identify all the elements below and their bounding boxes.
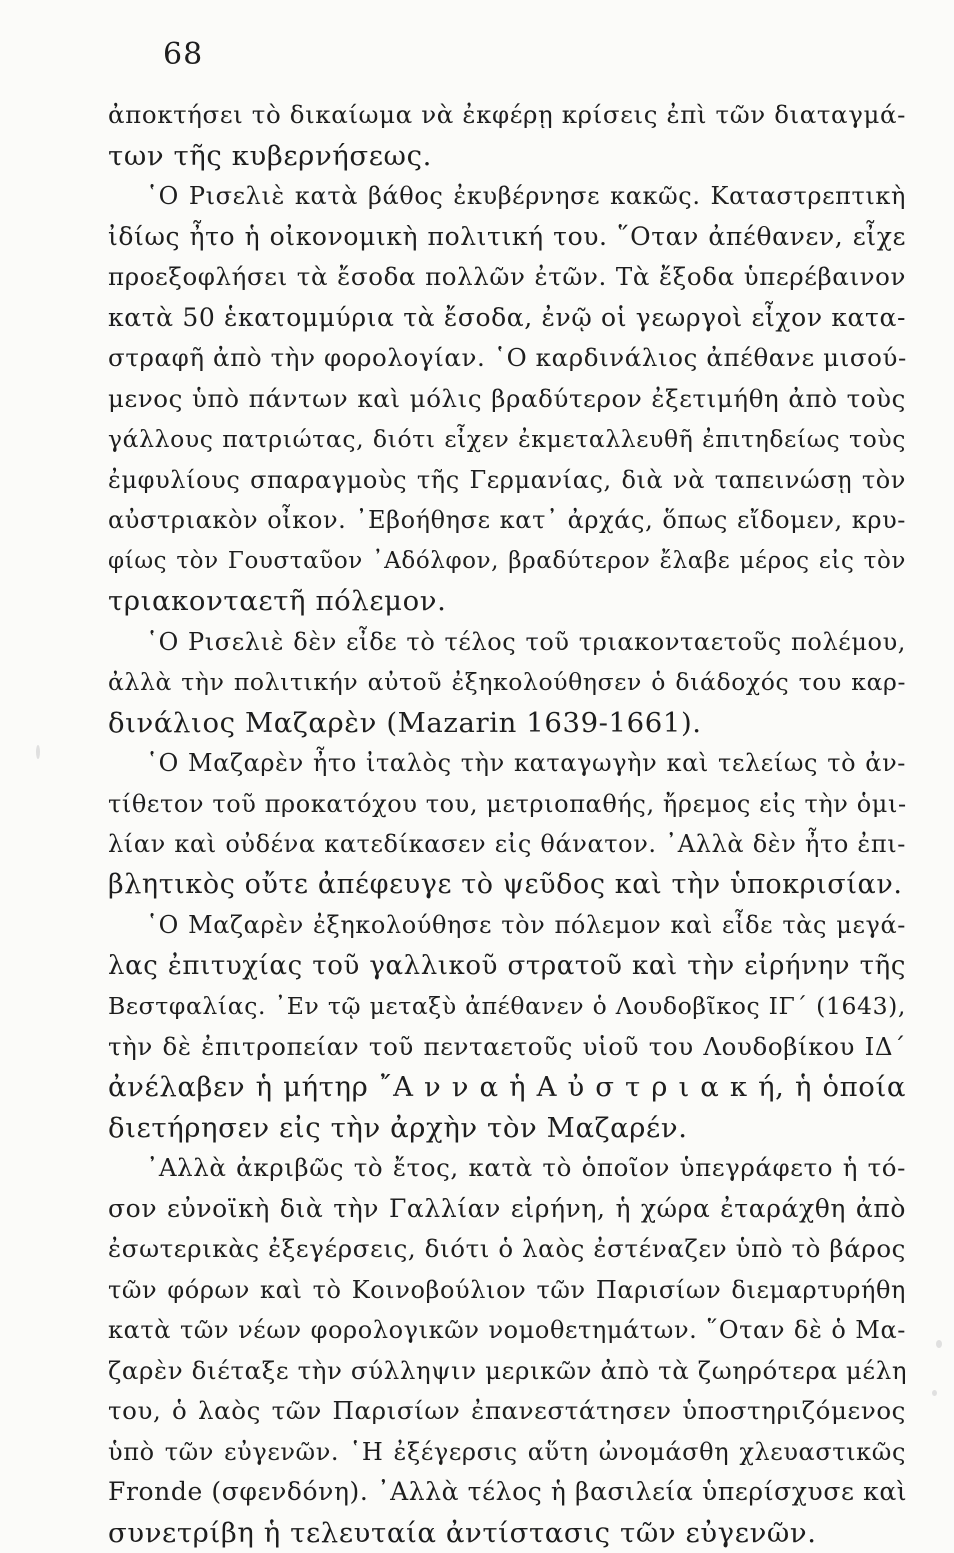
text-line: ᾿Αλλὰ ἀκριβῶς τὸ ἔτος, κατὰ τὸ ὁποῖον ὑπεγράφετο ἡ τό- [108, 1148, 906, 1189]
text-line: ἰδίως ἦτο ἡ οἰκονομικὴ πολιτική του. ῞Οταν ἀπέθανεν, εἶχε [108, 217, 906, 258]
text-line: των τῆς κυβερνήσεως. [108, 136, 906, 177]
text-line: δινάλιος Μαζαρὲν (Mazarin 1639-1661). [108, 703, 906, 744]
text-line: βλητικὸς οὔτε ἀπέφευγε τὸ ψεῦδος καὶ τὴν ὑποκρισίαν. [108, 865, 906, 906]
text-line: τῶν φόρων καὶ τὸ Κοινοβούλιον τῶν Παρισίων διεμαρτυρήθη [108, 1270, 906, 1311]
text-line: συνετρίβη ἡ τελευταία ἀντίστασις τῶν εὐγενῶν. [108, 1513, 906, 1553]
text-line: μενος ὑπὸ πάντων καὶ μόλις βραδύτερον ἐξετιμήθη ἀπὸ τοὺς [108, 379, 906, 420]
text-line: ὑπὸ τῶν εὐγενῶν. ῾Η ἐξέγερσις αὕτη ὠνομάσθη χλευαστικῶς [108, 1432, 906, 1473]
text-line: ἀνέλαβεν ἡ μήτηρ ῎Α ν ν α ἡ Α ὐ σ τ ρ ι α κ ή, ἡ ὁποία [108, 1067, 906, 1108]
text-line: διετήρησεν εἰς τὴν ἀρχὴν τὸν Μαζαρέν. [108, 1108, 906, 1149]
text-line: ζαρὲν διέταξε τὴν σύλληψιν μερικῶν ἀπὸ τὰ ζωηρότερα μέλη [108, 1351, 906, 1392]
text-line: ἐσωτερικὰς ἐξεγέρσεις, διότι ὁ λαὸς ἐστέναζεν ὑπὸ τὸ βάρος [108, 1229, 906, 1270]
page-number: 68 [163, 38, 203, 72]
scan-speck [932, 1390, 937, 1396]
text-line: Fronde (σφενδόνη). ᾿Αλλὰ τέλος ἡ βασιλεία ὑπερίσχυσε καὶ [108, 1472, 906, 1513]
text-line: στραφῆ ἀπὸ τὴν φορολογίαν. ῾Ο καρδινάλιος ἀπέθανε μισού- [108, 338, 906, 379]
text-line: σον εὐνοϊκὴ διὰ τὴν Γαλλίαν εἰρήνη, ἡ χώρα ἐταράχθη ἀπὸ [108, 1189, 906, 1230]
text-line: τὴν δὲ ἐπιτροπείαν τοῦ πενταετοῦς υἱοῦ του Λουδοβίκου ΙΔ΄ [108, 1027, 906, 1068]
text-line: γάλλους πατριώτας, διότι εἶχεν ἐκμεταλλευθῆ ἐπιτηδείως τοὺς [108, 419, 906, 460]
text-line: φίως τὸν Γουσταῦον ᾿Αδόλφον, βραδύτερον ἔλαβε μέρος εἰς τὸν [108, 541, 906, 582]
text-line: αὐστριακὸν οἶκον. ᾿Εβοήθησε κατ᾿ ἀρχάς, ὅπως εἴδομεν, κρυ- [108, 500, 906, 541]
text-line: τίθετον τοῦ προκατόχου του, μετριοπαθής, ἤρεμος εἰς τὴν ὁμι- [108, 784, 906, 825]
text-line: ἀλλὰ τὴν πολιτικήν αὐτοῦ ἐξηκολούθησεν ὁ διάδοχός του καρ- [108, 662, 906, 703]
body-text [108, 95, 906, 1553]
text-line: τριακονταετῆ πόλεμον. [108, 581, 906, 622]
text-line: κατὰ 50 ἑκατομμύρια τὰ ἔσοδα, ἐνῷ οἱ γεωργοὶ εἶχον κατα- [108, 298, 906, 339]
text-line: ῾Ο Μαζαρὲν ἦτο ἰταλὸς τὴν καταγωγὴν καὶ τελείως τὸ ἀν- [108, 743, 906, 784]
text-line: του, ὁ λαὸς τῶν Παρισίων ἐπανεστάτησεν ὑποστηριζόμενος [108, 1391, 906, 1432]
text-line: λίαν καὶ οὐδένα κατεδίκασεν εἰς θάνατον. ᾿Αλλὰ δὲν ἦτο ἐπι- [108, 824, 906, 865]
text-line: ῾Ο Μαζαρὲν ἐξηκολούθησε τὸν πόλεμον καὶ εἶδε τὰς μεγά- [108, 905, 906, 946]
scan-speck [36, 745, 40, 759]
scan-speck [936, 1340, 942, 1348]
text-line: Βεστφαλίας. ᾿Εν τῷ μεταξὺ ἀπέθανεν ὁ Λουδοβῖκος ΙΓ΄ (1643), [108, 986, 906, 1027]
text-line: ῾Ο Ρισελιὲ κατὰ βάθος ἐκυβέρνησε κακῶς. Καταστρεπτικὴ [108, 176, 906, 217]
text-line: ῾Ο Ρισελιὲ δὲν εἶδε τὸ τέλος τοῦ τριακονταετοῦς πολέμου, [108, 622, 906, 663]
text-line: ἐμφυλίους σπαραγμοὺς τῆς Γερμανίας, διὰ νὰ ταπεινώσῃ τὸν [108, 460, 906, 501]
text-line: προεξοφλήσει τὰ ἔσοδα πολλῶν ἐτῶν. Τὰ ἔξοδα ὑπερέβαινον [108, 257, 906, 298]
text-line: λας ἐπιτυχίας τοῦ γαλλικοῦ στρατοῦ καὶ τὴν εἰρήνην τῆς [108, 946, 906, 987]
text-line: ἀποκτήσει τὸ δικαίωμα νὰ ἐκφέρῃ κρίσεις ἐπὶ τῶν διαταγμά- [108, 95, 906, 136]
text-line: κατὰ τῶν νέων φορολογικῶν νομοθετημάτων. ῞Οταν δὲ ὁ Μα- [108, 1310, 906, 1351]
